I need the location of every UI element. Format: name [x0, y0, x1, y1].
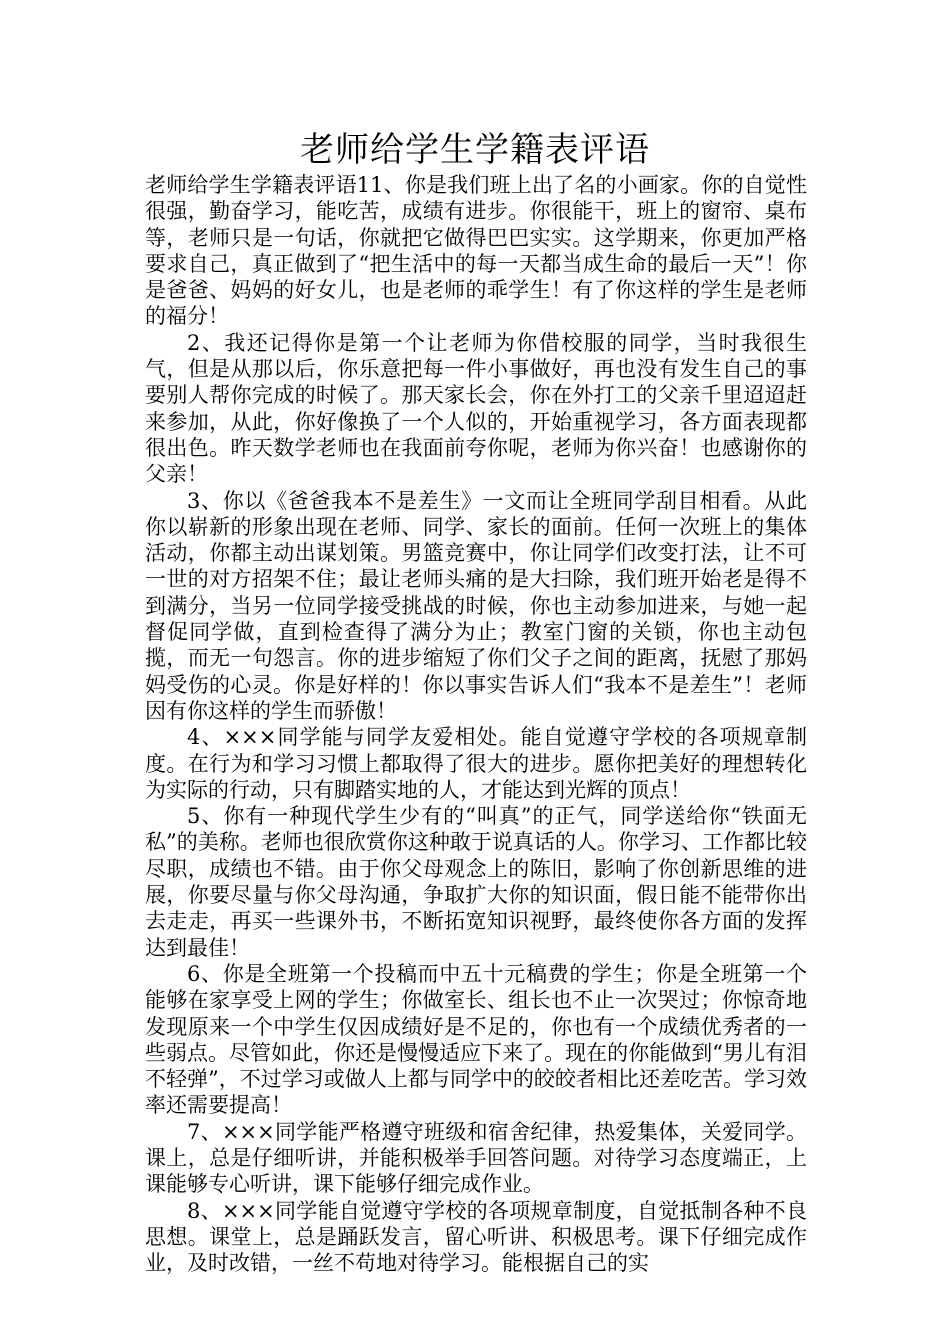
document-body — [145, 172, 807, 1276]
paragraph-7: 7、×××同学能严格遵守班级和宿舍纪律，热爱集体，关爱同学。课上，总是仔细听讲，并能积极举手回答问题。对待学习态度端正，上课能够专心听讲，课下能够仔细完成作业。 — [145, 1119, 807, 1197]
paragraph-4: 4、×××同学能与同学友爱相处。能自觉遵守学校的各项规章制度。在行为和学习习惯上都取得了很大的进步。愿你把美好的理想转化为实际的行动，只有脚踏实地的人，才能达到光辉的顶点！ — [145, 725, 807, 802]
paragraph-2: 2、我还记得你是第一个让老师为你借校服的同学，当时我很生气，但是从那以后，你乐意把每一件小事做好，再也没有发生自己的事要别人帮你完成的时候了。那天家长会，你在外打工的父亲千里迢迢赶来参加，从此，你好像换了一个人似的，开始重视学习，各方面表现都很出色。昨天数学老师也在我面前夸你呢，老师为你兴奋！也感谢你的父亲！ — [145, 330, 807, 487]
paragraph-8: 8、×××同学能自觉遵守学校的各项规章制度，自觉抵制各种不良思想。课堂上，总是踊跃发言，留心听讲、积极思考。课下仔细完成作业，及时改错，一丝不苟地对待学习。能根据自己的实 — [145, 1198, 807, 1276]
paragraph-5: 5、你有一种现代学生少有的“叫真”的正气，同学送给你“铁面无私”的美称。老师也很欣赏你这种敢于说真话的人。你学习、工作都比较尽职，成绩也不错。由于你父母观念上的陈旧，影响了你创新思维的进展，你要尽量与你父母沟通，争取扩大你的知识面，假日能不能带你出去走走，再买一些课外书，不断拓宽知识视野，最终使你各方面的发挥达到最佳！ — [145, 804, 807, 960]
paragraph-6: 6、你是全班第一个投稿而中五十元稿费的学生；你是全班第一个能够在家享受上网的学生；你做室长、组长也不止一次哭过；你惊奇地发现原来一个中学生仅因成绩好是不足的，你也有一个成绩优秀者的一些弱点。尽管如此，你还是慢慢适应下来了。现在的你能做到“男儿有泪不轻弹”，不过学习或做人上都与同学中的皎皎者相比还差吃苦。学习效率还需要提高！ — [145, 961, 807, 1118]
paragraph-3: 3、你以《爸爸我本不是差生》一文而让全班同学刮目相看。从此你以崭新的形象出现在老师、同学、家长的面前。任何一次班上的集体活动，你都主动出谋划策。男篮竞赛中，你让同学们改变打法，让不可一世的对方招架不住；最让老师头痛的是大扫除，我们班开始老是得不到满分，当另一位同学接受挑战的时候，你也主动参加进来，与她一起督促同学做，直到检查得了满分为止；教室门窗的关锁，你也主动包揽，而无一句怨言。你的进步缩短了你们父子之间的距离，抚慰了那妈妈受伤的心灵。你是好样的！你以事实告诉人们“我本不是差生”！老师因有你这样的学生而骄傲！ — [145, 488, 807, 723]
paragraph-1: 老师给学生学籍表评语11、你是我们班上出了名的小画家。你的自觉性很强，勤奋学习，能吃苦，成绩有进步。你很能干，班上的窗帘、桌布等，老师只是一句话，你就把它做得巴巴实实。这学期来，你更加严格要求自己，真正做到了“把生活中的每一天都当成生命的最后一天”！你是爸爸、妈妈的好女儿，也是老师的乖学生！有了你这样的学生是老师的福分！ — [145, 173, 807, 329]
document-title: 老师给学生学籍表评语 — [300, 130, 650, 170]
